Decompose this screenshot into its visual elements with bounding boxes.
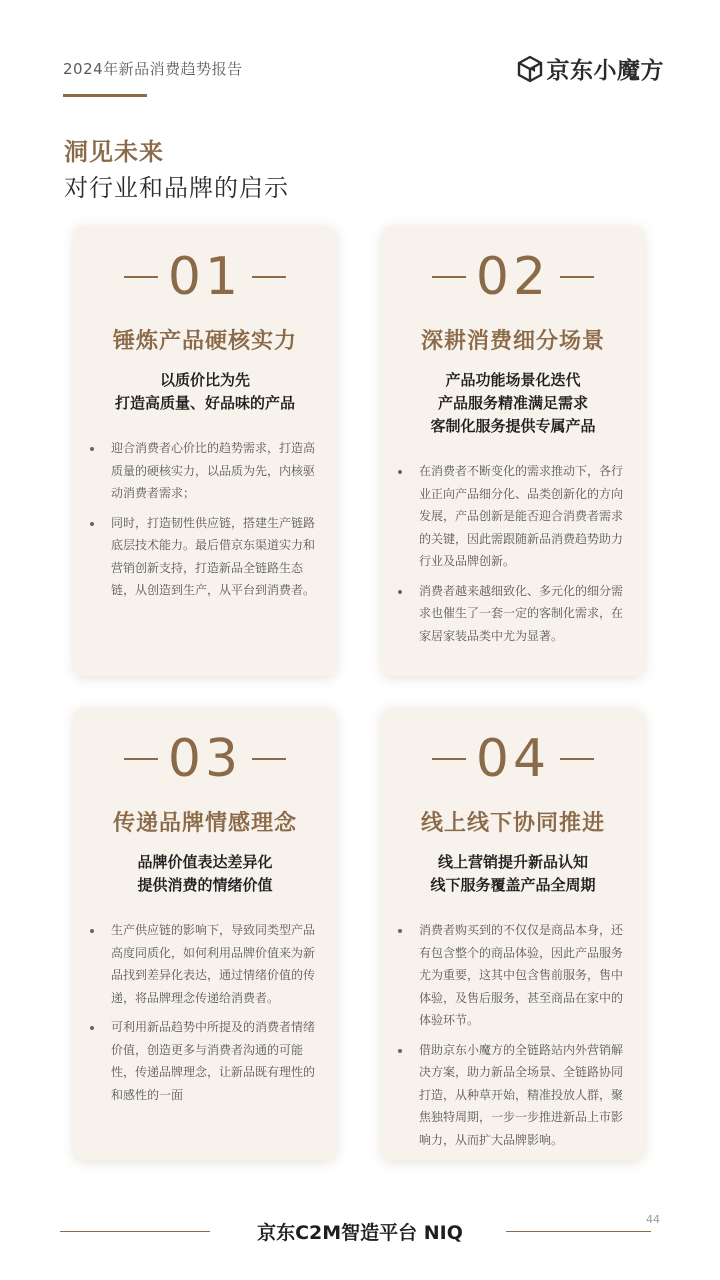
- card-number: 01: [167, 247, 243, 307]
- card-number-row: [382, 248, 644, 306]
- bullet-item: [90, 919, 316, 1009]
- cube-logo-icon: [517, 55, 543, 83]
- section-heading: 洞见未来: [64, 138, 164, 166]
- bullet-dot-icon: [90, 929, 94, 933]
- bullet-item: [398, 919, 624, 1032]
- number-dash: [432, 758, 466, 760]
- insight-card-02: [382, 226, 644, 676]
- card-subtitles: [74, 851, 336, 897]
- card-subtitle: 产品功能场景化迭代: [445, 371, 581, 389]
- footer-divider-right: [506, 1231, 651, 1232]
- card-number-row: [74, 248, 336, 306]
- bullet-item: [90, 512, 316, 602]
- card-title: 锤炼产品硬核实力: [112, 329, 297, 354]
- page-number: 44: [646, 1213, 660, 1226]
- card-subtitle: 以质价比为先: [159, 371, 250, 389]
- card-subtitles: [382, 369, 644, 438]
- card-number: 02: [475, 247, 551, 307]
- number-dash: [560, 758, 594, 760]
- bullet-dot-icon: [398, 470, 402, 474]
- section-subheading: 对行业和品牌的启示: [64, 174, 289, 202]
- bullet-dot-icon: [398, 590, 402, 594]
- bullet-text: 在消费者不断变化的需求推动下，各行业正向产品细分化、品类创新化的方向发展，产品创新是能否迎合消费者需求的关键，因此需跟随新品消费趋势助力行业及品牌创新。: [419, 464, 624, 568]
- card-bullets: [382, 919, 644, 1151]
- card-subtitle: 客制化服务提供专属产品: [430, 417, 596, 435]
- bullet-item: [90, 437, 316, 505]
- bullet-text: 消费者越来越细致化、多元化的细分需求也催生了一套一定的客制化需求，在家居家装品类中尤为显著。: [419, 583, 624, 643]
- card-subtitle: 提供消费的情绪价值: [137, 876, 273, 894]
- number-dash: [252, 758, 286, 760]
- card-subtitle: 线上营销提升新品认知: [437, 853, 588, 871]
- card-subtitle: 品牌价值表达差异化: [137, 853, 273, 871]
- logo-text: 京东小魔方: [546, 58, 664, 84]
- card-title: 深耕消费细分场景: [420, 329, 605, 354]
- insight-card-03: [74, 708, 336, 1160]
- bullet-text: 同时，打造韧性供应链，搭建生产链路底层技术能力。最后借京东渠道实力和营销创新支持，打造新品全链路生态链，从创造到生产，从平台到消费者。: [111, 515, 316, 597]
- bullet-text: 生产供应链的影响下，导致同类型产品高度同质化，如何利用品牌价值来为新品找到差异化表达，通过情绪价值的传递，将品牌理念传递给消费者。: [111, 923, 316, 1005]
- title-underline: [63, 94, 147, 97]
- bullet-item: [90, 1016, 316, 1106]
- card-subtitle: 打造高质量、好品味的产品: [114, 394, 295, 412]
- logo: [517, 52, 665, 85]
- card-bullets: [74, 919, 336, 1106]
- card-number: 03: [167, 729, 243, 789]
- number-dash: [124, 276, 158, 278]
- number-dash: [124, 758, 158, 760]
- card-subtitles: [382, 851, 644, 897]
- bullet-item: [398, 580, 624, 648]
- card-subtitle: 线下服务覆盖产品全周期: [430, 876, 596, 894]
- card-subtitles: [74, 369, 336, 415]
- number-dash: [560, 276, 594, 278]
- insight-card-04: [382, 708, 644, 1160]
- bullet-text: 消费者购买到的不仅仅是商品本身，还有包含整个的商品体验，因此产品服务尤为重要，这其中包含售前服务，售中体验，及售后服务，甚至商品在家中的体验环节。: [419, 923, 624, 1027]
- bullet-text: 迎合消费者心价比的趋势需求，打造高质量的硬核实力，以品质为先，内核驱动消费者需求；: [111, 441, 316, 500]
- card-number: 04: [475, 729, 551, 789]
- insight-card-01: [74, 226, 336, 676]
- card-number-row: [74, 730, 336, 788]
- card-bullets: [382, 460, 644, 647]
- bullet-item: [398, 460, 624, 573]
- bullet-dot-icon: [90, 1026, 94, 1030]
- card-bullets: [74, 437, 336, 602]
- bullet-dot-icon: [398, 1049, 402, 1053]
- bullet-dot-icon: [398, 929, 402, 933]
- card-title: 传递品牌情感理念: [112, 811, 297, 836]
- number-dash: [252, 276, 286, 278]
- bullet-dot-icon: [90, 447, 94, 451]
- footer-brand-text: 京东C2M智造平台 NIQ: [257, 1222, 463, 1244]
- report-title: 2024年新品消费趋势报告: [63, 60, 243, 78]
- card-subtitle: 产品服务精准满足需求: [437, 394, 588, 412]
- bullet-text: 借助京东小魔方的全链路站内外营销解决方案，助力新品全场景、全链路协同打造，从种草开始，精准投放人群，聚焦独特周期，一步一步推进新品上市影响力，从而扩大品牌影响。: [419, 1042, 624, 1147]
- card-title: 线上线下协同推进: [420, 811, 605, 836]
- bullet-item: [398, 1039, 624, 1152]
- bullet-text: 可利用新品趋势中所提及的消费者情绪价值，创造更多与消费者沟通的可能性，传递品牌理念，让新品既有理性的和感性的一面: [111, 1020, 316, 1102]
- number-dash: [432, 276, 466, 278]
- card-number-row: [382, 730, 644, 788]
- bullet-dot-icon: [90, 522, 94, 526]
